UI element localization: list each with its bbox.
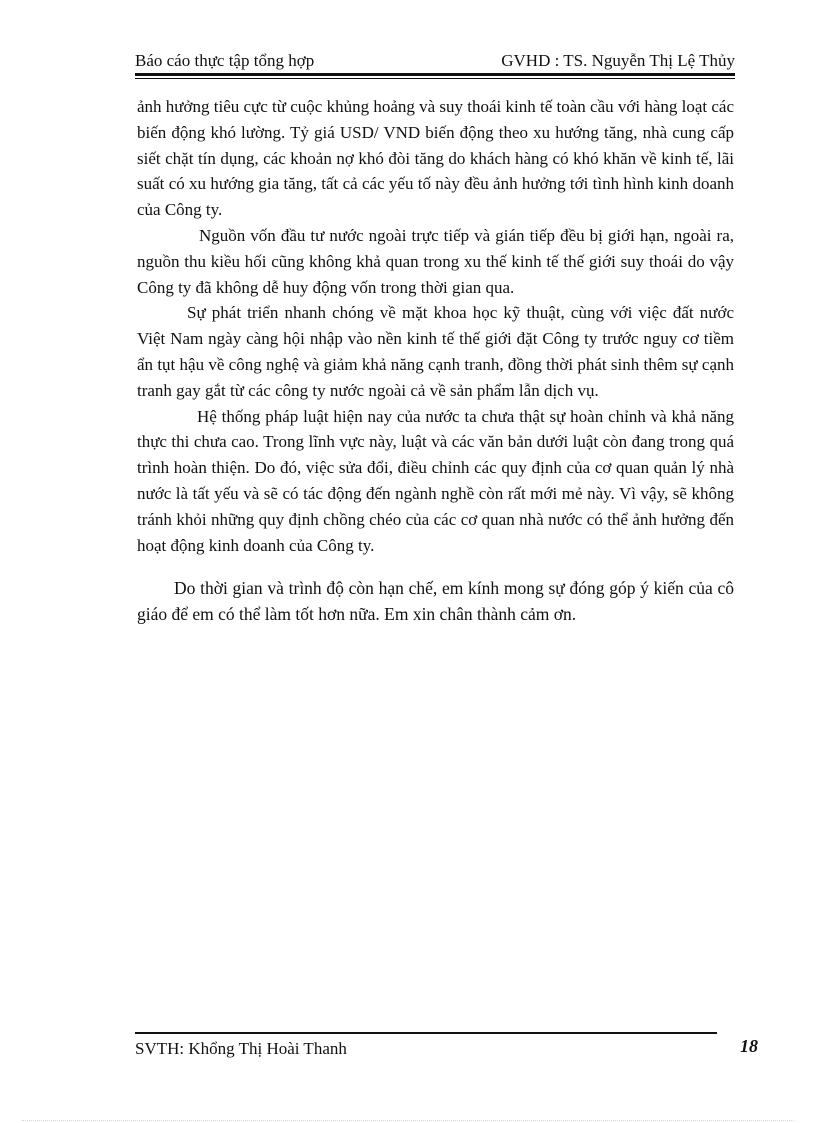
- page-header: [135, 48, 735, 74]
- paragraph-technology: Sự phát triển nhanh chóng về mặt khoa học kỹ thuật, cùng với việc đất nước Việt Nam ngày càng hội nhập vào nền kinh tế thế giới đặt Công ty trước nguy cơ tiềm ẩn tụt hậu về công nghệ và giảm khả năng cạnh tranh, đồng thời phát sinh thêm sự cạnh tranh gay gắt từ các công ty nước ngoài cả về sản phẩm lẫn dịch vụ.: [137, 303, 734, 400]
- paragraph-legal-system: Hệ thống pháp luật hiện nay của nước ta chưa thật sự hoàn chỉnh và khả năng thực thi chưa cao. Trong lĩnh vực này, luật và các văn bản dưới luật còn đang trong quá trình hoàn thiện. Do đó, việc sửa đổi, điều chỉnh các quy định của cơ quan quản lý nhà nước là tất yếu và sẽ có tác động đến ngành nghề còn rất mới mẻ này. Vì vậy, sẽ không tránh khỏi những quy định chồng chéo của các cơ quan nhà nước có thể ảnh hưởng đến hoạt động kinh doanh của Công ty.: [137, 406, 734, 555]
- supervisor-name: GVHD : TS. Nguyễn Thị Lệ Thủy: [501, 51, 735, 70]
- page-content: [137, 94, 734, 627]
- header-rule-thick: [135, 73, 735, 76]
- closing-paragraph: Do thời gian và trình độ còn hạn chế, em kính mong sự đóng góp ý kiến của cô giáo để em có thể làm tốt hơn nữa. Em xin chân thành cảm ơn.: [137, 578, 734, 625]
- header-rule-thin: [135, 78, 735, 79]
- page-edge-divider: [22, 1120, 794, 1121]
- footer-rule: [135, 1032, 717, 1034]
- student-name: SVTH: Khổng Thị Hoài Thanh: [135, 1039, 347, 1058]
- paragraph-foreign-investment: Nguồn vốn đầu tư nước ngoài trực tiếp và gián tiếp đều bị giới hạn, ngoài ra, nguồn thu kiều hối cũng không khả quan trong xu thế kinh tế thế giới suy thoái do vậy Công ty đã không dễ huy động vốn trong thời gian qua.: [137, 225, 734, 297]
- report-title: Báo cáo thực tập tổng hợp: [135, 51, 315, 70]
- page-number: 18: [740, 1036, 758, 1056]
- paragraph-continuation: ảnh hưởng tiêu cực từ cuộc khủng hoảng và suy thoái kinh tế toàn cầu với hàng loạt các biến động khó lường. Tỷ giá USD/ VND biến động theo xu hướng tăng, nhà cung cấp siết chặt tín dụng, các khoản nợ khó đòi tăng do khách hàng có khó khăn về kinh tế, lãi suất có xu hướng gia tăng, tất cả các yếu tố này đều ảnh hưởng tới tình hình kinh doanh của Công ty.: [137, 97, 735, 220]
